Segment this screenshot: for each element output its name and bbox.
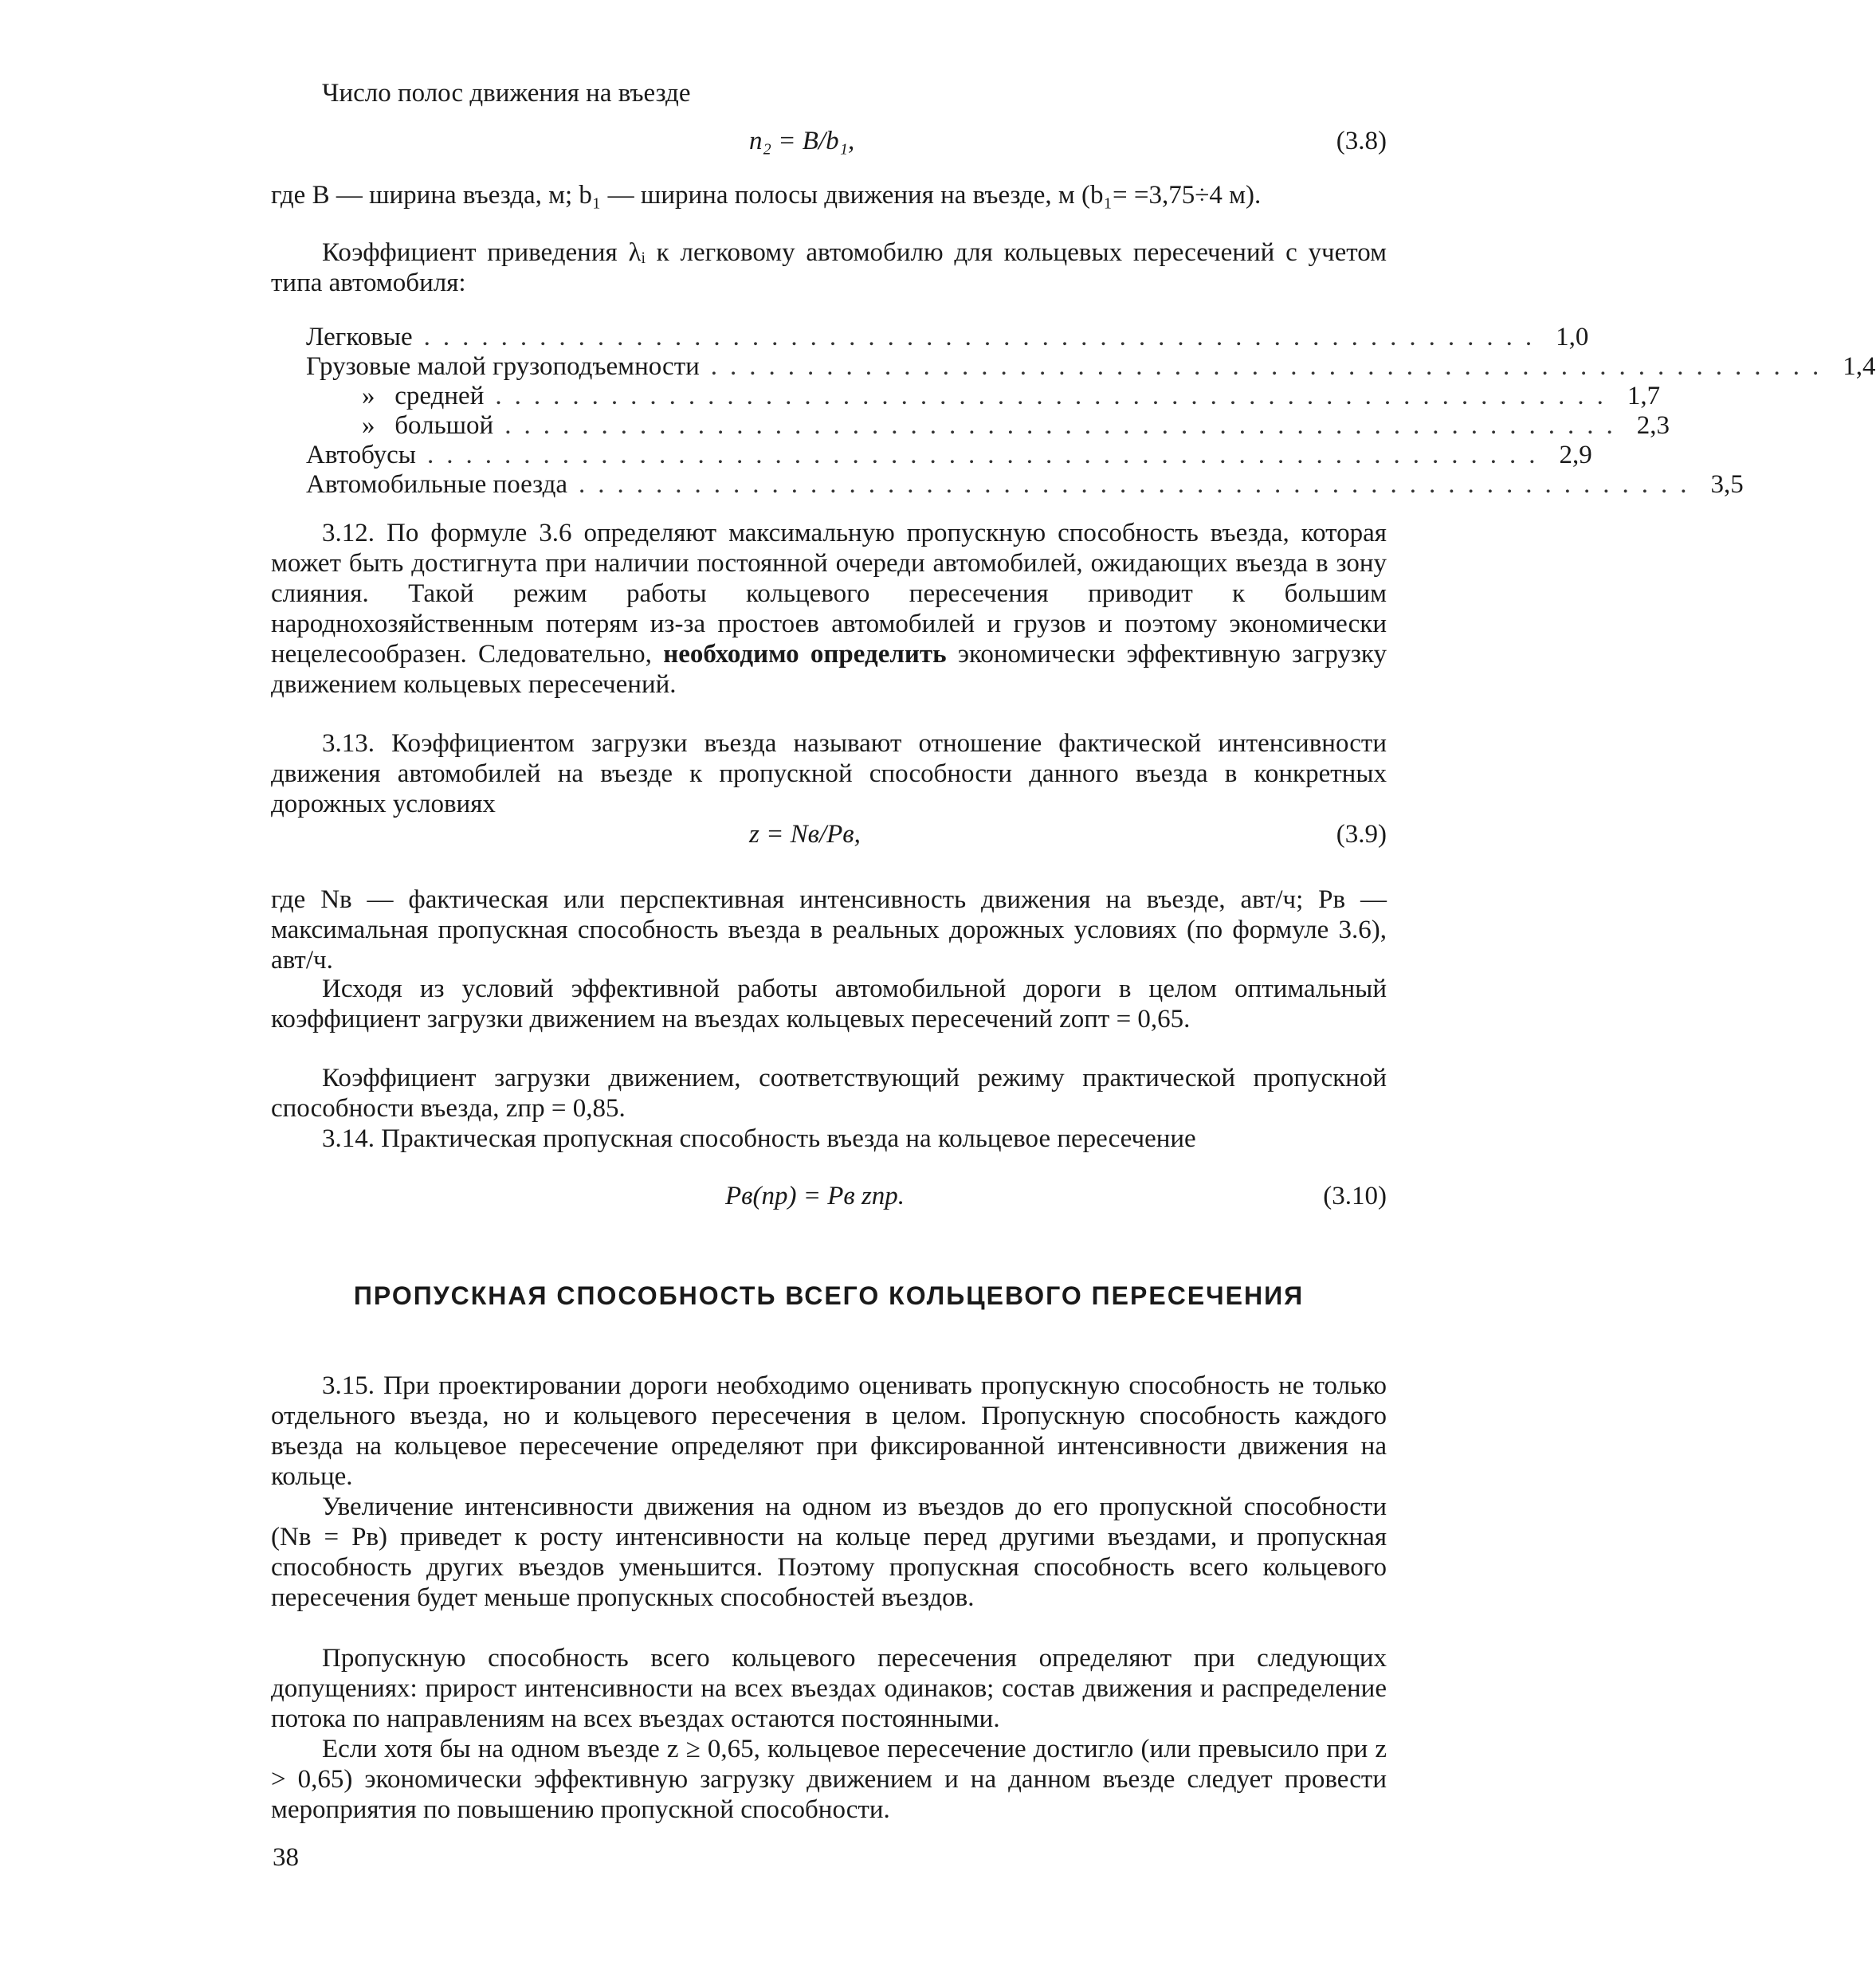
formula-expression: n₂ = B/b₁, [749,127,855,155]
leader-dots: .......................................................... [495,382,1616,410]
formula-3-8 [271,126,1387,161]
vehicle-coefficient-table [306,322,1876,499]
leader-dots: .......................................................... [426,441,1548,469]
vehicle-type: Автомобильные поезда [306,470,568,499]
formula-number: (3.10) [1323,1182,1387,1210]
paragraph-optimal-coef: Исходя из условий эффективной работы автомобильной дороги в целом оптимальный коэффициент загрузки движением на въездах кольцевых пересечений zопт = 0,65. [271,975,1387,1034]
coef-value: 3,5 [1710,470,1744,499]
paragraph-condition: Если хотя бы на одном въезде z ≥ 0,65, кольцевое пересечение достигло (или превысило при z > 0,65) экономически эффективную загрузку движением и на данном въезде следует провести мероприятия по повышению пропускной способности. [271,1735,1387,1824]
coef-row [306,469,1744,499]
lanes-intro: Число полос движения на въезде [322,79,691,108]
formula-expression: Pв(пр) = Pв zпр. [725,1182,905,1210]
coef-value: 1,4 [1843,352,1876,381]
paragraph-3-12-bold: необходимо определить [663,640,947,669]
coef-intro: Коэффициент приведения λᵢ к легковому автомобилю для кольцевых пересечений с учетом типа автомобиля: [271,238,1387,297]
paragraph-practical-coef: Коэффициент загрузки движением, соответствующий режиму практической пропускной способности въезда, zпр = 0,85. [271,1064,1387,1123]
coef-row [306,381,1661,410]
vehicle-type: Легковые [306,323,413,351]
where-3-9: где Nв — фактическая или перспективная интенсивность движения на въезде, авт/ч; Pв — максимальная пропускная способность въезда в реальных дорожных условиях (по формуле 3.6), авт/ч. [271,885,1387,975]
vehicle-type: Грузовые малой грузоподъемности [306,352,700,381]
page-number: 38 [273,1843,299,1872]
paragraph-3-12-lead: 3.12. По формуле 3.6 определяют максимальную пропускную способность въезда, которая может быть достигнута при наличии постоянной очереди автомобилей, ожидающих въезда в зону слияния. Такой режим работы кольцевого пересечения приводит к большим народнохозяйственным потерям из-за простоев автомобилей и грузов и поэтому экономически нецелесообразен. Следовательно, [271,519,1387,669]
coef-value: 2,3 [1636,411,1670,440]
formula-number: (3.9) [1336,820,1387,849]
formula-expression: z = Nв/Pв, [749,820,861,849]
formula-3-10 [271,1181,1387,1216]
where-3-8: где B — ширина въезда, м; b₁ — ширина полосы движения на въезде, м (b₁= =3,75÷4 м). [271,181,1262,210]
paragraph-3-15: 3.15. При проектировании дороги необходимо оценивать пропускную способность не только отдельного въезда, но и кольцевого пересечения в целом. Пропускную способность каждого въезда на кольцевое пересечение определяют при фиксированной интенсивности движения на кольце. [271,1371,1387,1491]
coef-value: 1,0 [1556,323,1589,351]
vehicle-type: » большой [362,411,494,440]
coef-row [306,351,1876,381]
leader-dots: .......................................................... [579,470,1700,499]
paragraph-3-12 [271,518,1387,700]
coef-row [306,440,1592,469]
paragraph-assumptions: Пропускную способность всего кольцевого пересечения определяют при следующих допущениях: прирост интенсивности на всех въездах одинаков; состав движения и распределение потока по направлениям на всех въездах остаются постоянными. [271,1644,1387,1733]
vehicle-type: Автобусы [306,441,416,469]
coef-value: 1,7 [1627,382,1661,410]
leader-dots: .......................................................... [423,323,1545,351]
leader-dots: .......................................................... [504,411,1626,440]
coef-value: 2,9 [1559,441,1592,469]
formula-3-9 [271,819,1387,854]
section-heading: ПРОПУСКНАЯ СПОСОБНОСТЬ ВСЕГО КОЛЬЦЕВОГО ПЕРЕСЕЧЕНИЯ [353,1281,1305,1310]
formula-number: (3.8) [1336,127,1387,155]
paragraph-increase: Увеличение интенсивности движения на одном из въездов до его пропускной способности (Nв = Pв) приведет к росту интенсивности на кольце перед другими въездами, и пропускная способность других въездов уменьшится. Поэтому пропускная способность всего кольцевого пересечения будет меньше пропускных способностей въездов. [271,1493,1387,1612]
leader-dots: .......................................................... [710,352,1832,381]
paragraph-3-14: 3.14. Практическая пропускная способность въезда на кольцевое пересечение [322,1124,1196,1153]
paragraph-3-13: 3.13. Коэффициентом загрузки въезда называют отношение фактической интенсивности движения автомобилей на въезде к пропускной способности данного въезда в конкретных дорожных условиях [271,729,1387,818]
paragraph-3-12-tail: экономически эффективную загрузку движением кольцевых пересечений. [271,640,1387,699]
coef-row [306,410,1670,440]
vehicle-type: » средней [362,382,485,410]
coef-row [306,322,1589,351]
